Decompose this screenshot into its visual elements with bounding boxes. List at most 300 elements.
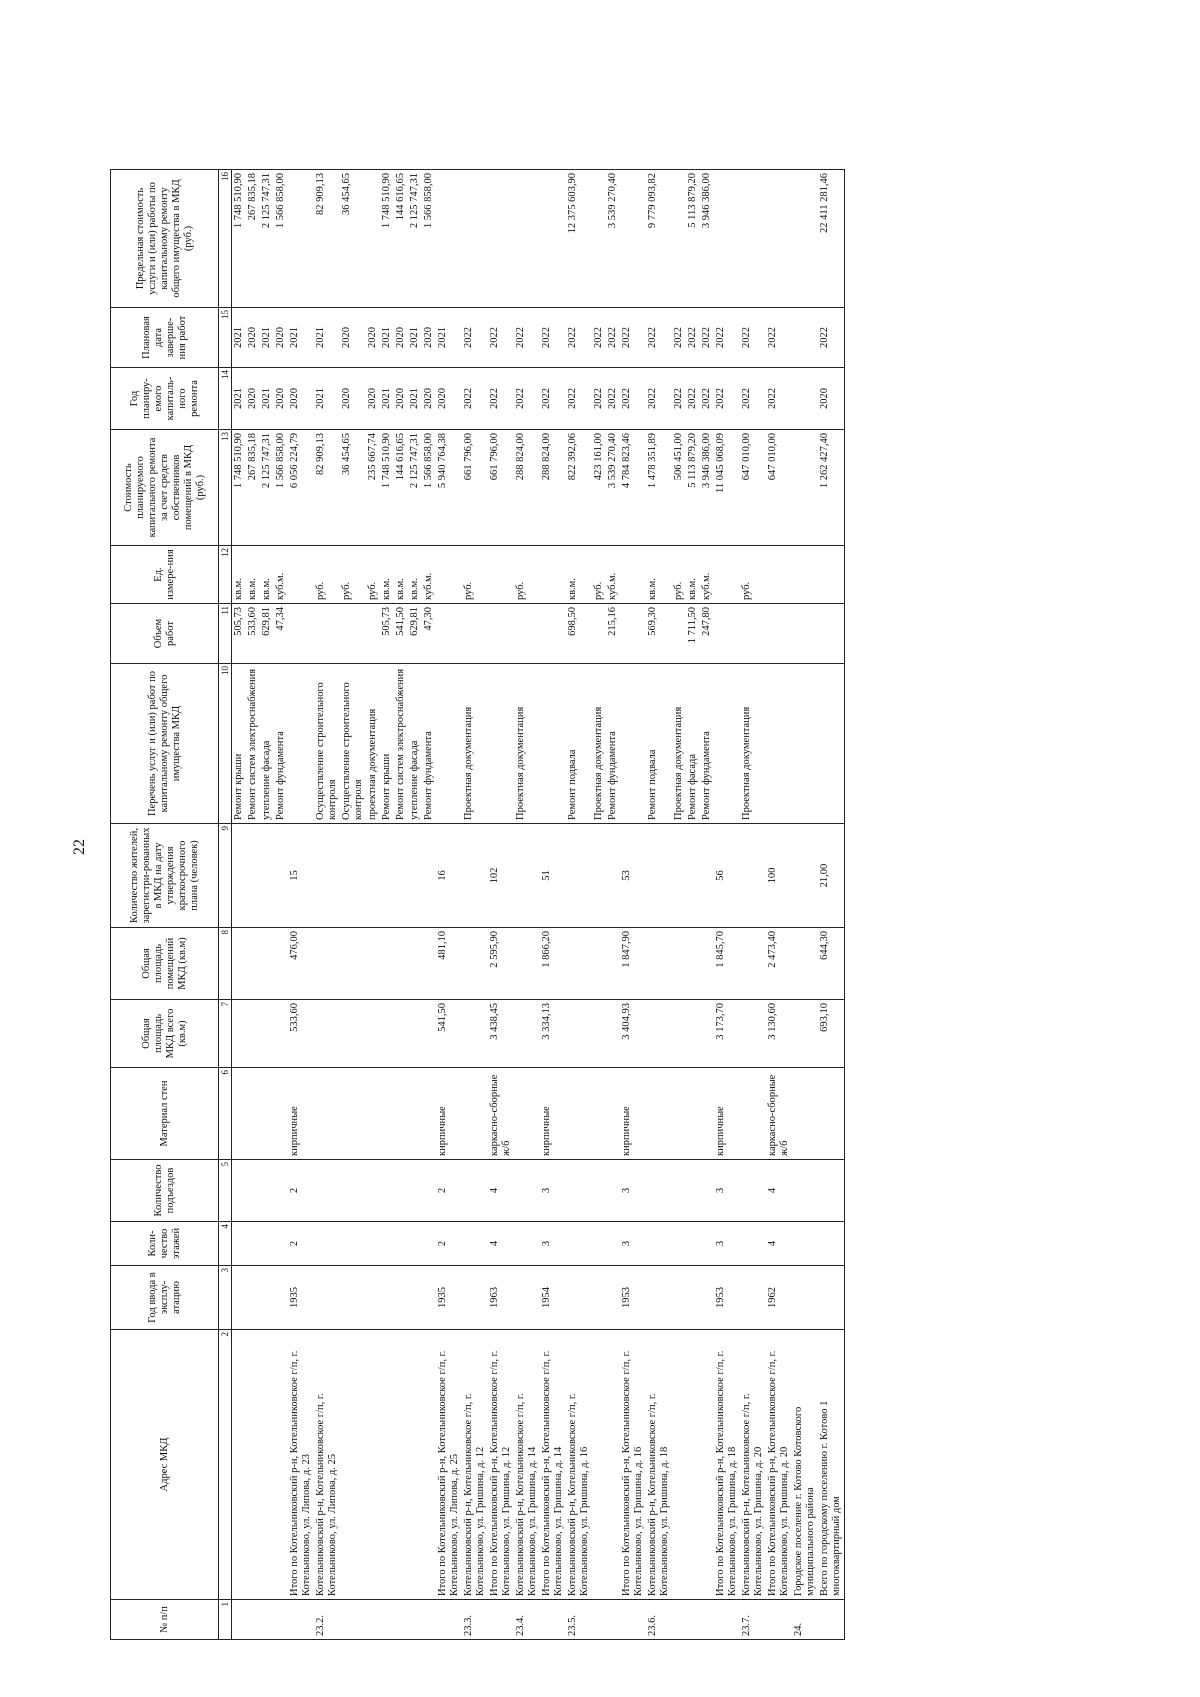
cell-col-4 xyxy=(672,1222,686,1266)
cell-col-11: 505,73 xyxy=(380,604,394,664)
cell-col-2 xyxy=(686,1330,700,1600)
cell-col-15: 2021 xyxy=(314,308,340,368)
cell-col-12: кв.м. xyxy=(646,546,672,604)
cell-col-13: 506 451,00 xyxy=(672,430,686,546)
cell-col-9 xyxy=(514,824,540,928)
cell-col-14: 2022 xyxy=(646,368,672,430)
cell-col-16 xyxy=(462,170,488,308)
cell-col-9 xyxy=(422,824,436,928)
cell-col-8 xyxy=(394,928,408,1000)
column-header: Плановая дата заверше-ния работ xyxy=(111,308,219,368)
cell-col-13: 288 824,00 xyxy=(540,430,566,546)
cell-col-9 xyxy=(408,824,422,928)
cell-col-3 xyxy=(646,1266,672,1330)
cell-col-15: 2022 xyxy=(620,308,646,368)
cell-col-11 xyxy=(766,604,792,664)
cell-col-5: 4 xyxy=(766,1160,792,1222)
cell-col-5 xyxy=(566,1160,592,1222)
cell-col-5 xyxy=(274,1160,288,1222)
cell-col-3 xyxy=(462,1266,488,1330)
cell-col-5 xyxy=(672,1160,686,1222)
cell-col-15: 2022 xyxy=(488,308,514,368)
cell-col-9 xyxy=(592,824,606,928)
column-header: Стоимость планируемого капитального ремонта за счет средств собственников помещений в МКД (руб.) xyxy=(111,430,219,546)
column-header: Ед. измере-ния xyxy=(111,546,219,604)
cell-col-4 xyxy=(792,1222,818,1266)
cell-col-14: 2021 xyxy=(232,368,247,430)
cell-col-14: 2022 xyxy=(592,368,606,430)
cell-col-12: руб. xyxy=(462,546,488,604)
cell-col-10: Ремонт крыши xyxy=(380,664,394,824)
cell-col-13: 144 616,65 xyxy=(394,430,408,546)
cell-col-4 xyxy=(340,1222,366,1266)
cell-col-15: 2022 xyxy=(686,308,700,368)
cell-col-6: каркасно-сборные ж/б xyxy=(766,1068,792,1160)
cell-col-9: 56 xyxy=(714,824,740,928)
repair-plan-table xyxy=(110,169,845,1640)
cell-col-6 xyxy=(592,1068,606,1160)
cell-col-12: руб. xyxy=(740,546,766,604)
cell-col-12: куб.м. xyxy=(274,546,288,604)
cell-col-6 xyxy=(314,1068,340,1160)
cell-col-15: 2022 xyxy=(606,308,620,368)
cell-col-4: 3 xyxy=(714,1222,740,1266)
cell-col-1: 23.3. xyxy=(462,1600,488,1640)
cell-col-11: 629,81 xyxy=(408,604,422,664)
work-row xyxy=(246,170,260,1640)
cell-col-3 xyxy=(740,1266,766,1330)
cell-col-9: 51 xyxy=(540,824,566,928)
cell-col-13: 235 667,74 xyxy=(366,430,380,546)
cell-col-3 xyxy=(566,1266,592,1330)
cell-col-11 xyxy=(672,604,686,664)
cell-col-12: куб.м. xyxy=(606,546,620,604)
cell-col-3: 1953 xyxy=(714,1266,740,1330)
cell-col-14: 2022 xyxy=(620,368,646,430)
cell-col-16: 1 748 510,90 xyxy=(380,170,394,308)
cell-col-12 xyxy=(792,546,818,604)
column-number: 6 xyxy=(219,1068,232,1160)
cell-col-2: Итого по Котельниковский р-н, Котельниковское г/п, г. Котельниково, ул. Гришина, д. 14 xyxy=(540,1330,566,1600)
cell-col-10 xyxy=(766,664,792,824)
cell-col-11 xyxy=(436,604,462,664)
cell-col-14: 2020 xyxy=(422,368,436,430)
cell-col-3 xyxy=(246,1266,260,1330)
cell-col-9 xyxy=(672,824,686,928)
cell-col-15 xyxy=(792,308,818,368)
cell-col-12 xyxy=(818,546,845,604)
cell-col-7: 3 334,13 xyxy=(540,1000,566,1068)
cell-col-1 xyxy=(394,1600,408,1640)
work-row xyxy=(380,170,394,1640)
cell-col-12: руб. xyxy=(340,546,366,604)
cell-col-4 xyxy=(818,1222,845,1266)
total-row xyxy=(714,170,740,1640)
cell-col-11 xyxy=(462,604,488,664)
cell-col-10: Проектная документация xyxy=(740,664,766,824)
work-row xyxy=(260,170,274,1640)
cell-col-1 xyxy=(818,1600,845,1640)
cell-col-8 xyxy=(232,928,247,1000)
cell-col-7 xyxy=(246,1000,260,1068)
cell-col-2: Котельниковский р-н, Котельниковское г/п, г. Котельниково, ул. Гришина, д. 16 xyxy=(566,1330,592,1600)
cell-col-7: 3 438,45 xyxy=(488,1000,514,1068)
cell-col-14: 2021 xyxy=(408,368,422,430)
cell-col-4 xyxy=(260,1222,274,1266)
column-header: Предельная стоимость услуги и (или) работы по капитальному ремонту общего имущества в МКД (руб.) xyxy=(111,170,219,308)
cell-col-6 xyxy=(340,1068,366,1160)
cell-col-10: Ремонт фасада xyxy=(686,664,700,824)
cell-col-8: 644,30 xyxy=(818,928,845,1000)
column-number: 16 xyxy=(219,170,232,308)
building-row xyxy=(514,170,540,1640)
cell-col-16 xyxy=(672,170,686,308)
cell-col-12: руб. xyxy=(314,546,340,604)
cell-col-6: кирпичные xyxy=(620,1068,646,1160)
cell-col-15: 2022 xyxy=(540,308,566,368)
cell-col-5 xyxy=(514,1160,540,1222)
column-number: 4 xyxy=(219,1222,232,1266)
cell-col-7: 533,60 xyxy=(288,1000,314,1068)
cell-col-3: 1954 xyxy=(540,1266,566,1330)
cell-col-5 xyxy=(260,1160,274,1222)
cell-col-6: кирпичные xyxy=(436,1068,462,1160)
cell-col-7 xyxy=(366,1000,380,1068)
cell-col-1 xyxy=(408,1600,422,1640)
column-number: 10 xyxy=(219,664,232,824)
cell-col-15: 2021 xyxy=(288,308,314,368)
cell-col-2 xyxy=(246,1330,260,1600)
cell-col-13: 11 045 068,09 xyxy=(714,430,740,546)
cell-col-9 xyxy=(700,824,714,928)
cell-col-9 xyxy=(740,824,766,928)
cell-col-11: 1 711,50 xyxy=(686,604,700,664)
cell-col-13 xyxy=(792,430,818,546)
cell-col-7 xyxy=(462,1000,488,1068)
cell-col-3: 1935 xyxy=(436,1266,462,1330)
column-header: Год планиру-емого капиталь-ного ремонта xyxy=(111,368,219,430)
cell-col-14: 2020 xyxy=(366,368,380,430)
cell-col-5 xyxy=(314,1160,340,1222)
cell-col-16: 22 411 281,46 xyxy=(818,170,845,308)
cell-col-12 xyxy=(620,546,646,604)
cell-col-13: 661 796,00 xyxy=(488,430,514,546)
cell-col-15: 2022 xyxy=(672,308,686,368)
cell-col-10: Ремонт крыши xyxy=(232,664,247,824)
cell-col-15: 2021 xyxy=(232,308,247,368)
column-header: Перечень услуг и (или) работ по капитальному ремонту общего имущества МКД xyxy=(111,664,219,824)
work-row xyxy=(686,170,700,1640)
cell-col-1 xyxy=(260,1600,274,1640)
cell-col-10 xyxy=(792,664,818,824)
cell-col-14: 2022 xyxy=(700,368,714,430)
section-row xyxy=(792,170,818,1640)
cell-col-14: 2022 xyxy=(686,368,700,430)
cell-col-8 xyxy=(422,928,436,1000)
column-header: Количество подъездов xyxy=(111,1160,219,1222)
cell-col-8 xyxy=(462,928,488,1000)
column-header: Количество жителей, зарегистри-рованных в МКД на дату утверждения краткосрочного плана (человек) xyxy=(111,824,219,928)
cell-col-14: 2021 xyxy=(314,368,340,430)
cell-col-13: 82 909,13 xyxy=(314,430,340,546)
cell-col-11 xyxy=(366,604,380,664)
cell-col-2 xyxy=(232,1330,247,1600)
cell-col-10: Проектная документация xyxy=(462,664,488,824)
cell-col-1 xyxy=(274,1600,288,1640)
cell-col-14: 2022 xyxy=(462,368,488,430)
cell-col-4 xyxy=(246,1222,260,1266)
column-number: 13 xyxy=(219,430,232,546)
header-numbers-row xyxy=(219,170,232,1640)
cell-col-1 xyxy=(714,1600,740,1640)
cell-col-12: куб.м. xyxy=(700,546,714,604)
column-number: 3 xyxy=(219,1266,232,1330)
cell-col-2: Котельниковский р-н, Котельниковское г/п, г. Котельниково, ул. Гришина, д. 14 xyxy=(514,1330,540,1600)
cell-col-7 xyxy=(646,1000,672,1068)
cell-col-14 xyxy=(792,368,818,430)
cell-col-2 xyxy=(700,1330,714,1600)
cell-col-5 xyxy=(686,1160,700,1222)
work-row xyxy=(700,170,714,1640)
cell-col-13: 6 056 224,79 xyxy=(288,430,314,546)
cell-col-9: 15 xyxy=(288,824,314,928)
cell-col-5 xyxy=(462,1160,488,1222)
cell-col-2: Итого по Котельниковский р-н, Котельниковское г/п, г. Котельниково, ул. Гришина, д. 12 xyxy=(488,1330,514,1600)
cell-col-2: Итого по Котельниковский р-н, Котельниковское г/п, г. Котельниково, ул. Гришина, д. 18 xyxy=(714,1330,740,1600)
cell-col-6: каркасно-сборные ж/б xyxy=(488,1068,514,1160)
cell-col-7: 693,10 xyxy=(818,1000,845,1068)
cell-col-5 xyxy=(232,1160,247,1222)
cell-col-12 xyxy=(714,546,740,604)
cell-col-3 xyxy=(274,1266,288,1330)
cell-col-16 xyxy=(592,170,606,308)
cell-col-15: 2021 xyxy=(436,308,462,368)
cell-col-4: 2 xyxy=(288,1222,314,1266)
cell-col-7: 3 130,60 xyxy=(766,1000,792,1068)
cell-col-16 xyxy=(620,170,646,308)
cell-col-11: 629,81 xyxy=(260,604,274,664)
cell-col-9 xyxy=(792,824,818,928)
cell-col-16: 1 566 858,00 xyxy=(274,170,288,308)
cell-col-6 xyxy=(686,1068,700,1160)
cell-col-15: 2020 xyxy=(274,308,288,368)
cell-col-15: 2022 xyxy=(766,308,792,368)
cell-col-10: Ремонт фундамента xyxy=(606,664,620,824)
total-row xyxy=(288,170,314,1640)
cell-col-6 xyxy=(646,1068,672,1160)
column-number: 12 xyxy=(219,546,232,604)
cell-col-12: руб. xyxy=(592,546,606,604)
cell-col-13: 36 454,65 xyxy=(340,430,366,546)
cell-col-3 xyxy=(606,1266,620,1330)
cell-col-11: 541,50 xyxy=(394,604,408,664)
cell-col-11: 569,30 xyxy=(646,604,672,664)
column-number: 15 xyxy=(219,308,232,368)
cell-col-1 xyxy=(700,1600,714,1640)
cell-col-4 xyxy=(566,1222,592,1266)
cell-col-5 xyxy=(646,1160,672,1222)
cell-col-8 xyxy=(686,928,700,1000)
cell-col-14: 2021 xyxy=(260,368,274,430)
cell-col-15: 2022 xyxy=(514,308,540,368)
cell-col-8 xyxy=(274,928,288,1000)
cell-col-4 xyxy=(394,1222,408,1266)
cell-col-5 xyxy=(394,1160,408,1222)
cell-col-3 xyxy=(514,1266,540,1330)
cell-col-3 xyxy=(700,1266,714,1330)
cell-col-10 xyxy=(540,664,566,824)
cell-col-1 xyxy=(606,1600,620,1640)
cell-col-8: 2 473,40 xyxy=(766,928,792,1000)
cell-col-4: 4 xyxy=(488,1222,514,1266)
column-header: Общая площадь МКД всего (кв.м) xyxy=(111,1000,219,1068)
total-row xyxy=(540,170,566,1640)
cell-col-4: 3 xyxy=(540,1222,566,1266)
cell-col-10: Ремонт систем электроснабжения xyxy=(246,664,260,824)
cell-col-4 xyxy=(314,1222,340,1266)
cell-col-7 xyxy=(394,1000,408,1068)
cell-col-12 xyxy=(766,546,792,604)
cell-col-3 xyxy=(408,1266,422,1330)
cell-col-15: 2021 xyxy=(260,308,274,368)
cell-col-12: кв.м. xyxy=(246,546,260,604)
grand-total-row xyxy=(818,170,845,1640)
work-row xyxy=(340,170,366,1640)
cell-col-8 xyxy=(260,928,274,1000)
cell-col-4 xyxy=(274,1222,288,1266)
column-header: Материал стен xyxy=(111,1068,219,1160)
column-number: 9 xyxy=(219,824,232,928)
cell-col-4 xyxy=(700,1222,714,1266)
cell-col-2: Итого по Котельниковский р-н, Котельниковское г/п, г. Котельниково, ул. Липова, д. 25 xyxy=(436,1330,462,1600)
table-body xyxy=(232,170,845,1640)
cell-col-15: 2022 xyxy=(740,308,766,368)
cell-col-13: 3 946 386,00 xyxy=(700,430,714,546)
cell-col-2 xyxy=(394,1330,408,1600)
cell-col-1: 24. xyxy=(792,1600,818,1640)
cell-col-8 xyxy=(340,928,366,1000)
cell-col-4 xyxy=(606,1222,620,1266)
cell-col-6 xyxy=(700,1068,714,1160)
cell-col-1 xyxy=(766,1600,792,1640)
cell-col-7 xyxy=(792,1000,818,1068)
cell-col-5 xyxy=(380,1160,394,1222)
cell-col-10 xyxy=(288,664,314,824)
cell-col-16: 2 125 747,31 xyxy=(260,170,274,308)
cell-col-14: 2021 xyxy=(380,368,394,430)
cell-col-12: кв.м. xyxy=(260,546,274,604)
cell-col-8 xyxy=(646,928,672,1000)
cell-col-11: 505,73 xyxy=(232,604,247,664)
cell-col-2: Котельниковский р-н, Котельниковское г/п, г. Котельниково, ул. Гришина, д. 12 xyxy=(462,1330,488,1600)
cell-col-2: Итого по Котельниковский р-н, Котельниковское г/п, г. Котельниково, ул. Гришина, д. 16 xyxy=(620,1330,646,1600)
cell-col-16: 82 909,13 xyxy=(314,170,340,308)
cell-col-16 xyxy=(366,170,380,308)
cell-col-14: 2022 xyxy=(566,368,592,430)
cell-col-6 xyxy=(366,1068,380,1160)
cell-col-14: 2022 xyxy=(714,368,740,430)
building-row xyxy=(314,170,340,1640)
cell-col-8 xyxy=(566,928,592,1000)
cell-col-2 xyxy=(260,1330,274,1600)
total-row xyxy=(766,170,792,1640)
cell-col-9 xyxy=(232,824,247,928)
cell-col-6 xyxy=(514,1068,540,1160)
cell-col-6 xyxy=(792,1068,818,1160)
cell-col-2 xyxy=(606,1330,620,1600)
cell-col-11 xyxy=(340,604,366,664)
cell-col-3: 1963 xyxy=(488,1266,514,1330)
cell-col-1 xyxy=(380,1600,394,1640)
cell-col-15: 2022 xyxy=(714,308,740,368)
cell-col-7 xyxy=(422,1000,436,1068)
cell-col-5 xyxy=(422,1160,436,1222)
cell-col-3 xyxy=(260,1266,274,1330)
cell-col-3 xyxy=(592,1266,606,1330)
cell-col-1 xyxy=(340,1600,366,1640)
cell-col-14: 2020 xyxy=(246,368,260,430)
cell-col-16: 3 539 270,40 xyxy=(606,170,620,308)
cell-col-3 xyxy=(672,1266,686,1330)
page-number: 22 xyxy=(71,839,88,855)
cell-col-9 xyxy=(566,824,592,928)
column-number: 2 xyxy=(219,1330,232,1600)
cell-col-9: 53 xyxy=(620,824,646,928)
cell-col-3 xyxy=(792,1266,818,1330)
cell-col-8 xyxy=(700,928,714,1000)
cell-col-12: кв.м. xyxy=(566,546,592,604)
cell-col-16 xyxy=(792,170,818,308)
cell-col-15: 2021 xyxy=(408,308,422,368)
cell-col-5 xyxy=(366,1160,380,1222)
total-row xyxy=(620,170,646,1640)
cell-col-13: 822 392,06 xyxy=(566,430,592,546)
cell-col-11: 698,50 xyxy=(566,604,592,664)
cell-col-1 xyxy=(422,1600,436,1640)
work-row xyxy=(408,170,422,1640)
cell-col-8 xyxy=(592,928,606,1000)
cell-col-11 xyxy=(488,604,514,664)
cell-col-12: куб.м. xyxy=(422,546,436,604)
cell-col-3 xyxy=(686,1266,700,1330)
cell-col-1 xyxy=(436,1600,462,1640)
cell-col-15: 2022 xyxy=(462,308,488,368)
cell-col-16 xyxy=(766,170,792,308)
cell-col-13: 423 161,00 xyxy=(592,430,606,546)
cell-col-7 xyxy=(274,1000,288,1068)
cell-col-1 xyxy=(246,1600,260,1640)
cell-col-11 xyxy=(314,604,340,664)
cell-col-7 xyxy=(340,1000,366,1068)
cell-col-2 xyxy=(408,1330,422,1600)
cell-col-2 xyxy=(672,1330,686,1600)
cell-col-14: 2020 xyxy=(288,368,314,430)
cell-col-15: 2020 xyxy=(422,308,436,368)
cell-col-11 xyxy=(514,604,540,664)
cell-col-4 xyxy=(686,1222,700,1266)
cell-col-11 xyxy=(288,604,314,664)
cell-col-15: 2022 xyxy=(646,308,672,368)
cell-col-6 xyxy=(672,1068,686,1160)
cell-col-9 xyxy=(606,824,620,928)
cell-col-12: кв.м. xyxy=(380,546,394,604)
cell-col-4 xyxy=(646,1222,672,1266)
work-row xyxy=(366,170,380,1640)
column-header: Объем работ xyxy=(111,604,219,664)
building-row xyxy=(462,170,488,1640)
cell-col-11 xyxy=(620,604,646,664)
cell-col-16 xyxy=(488,170,514,308)
